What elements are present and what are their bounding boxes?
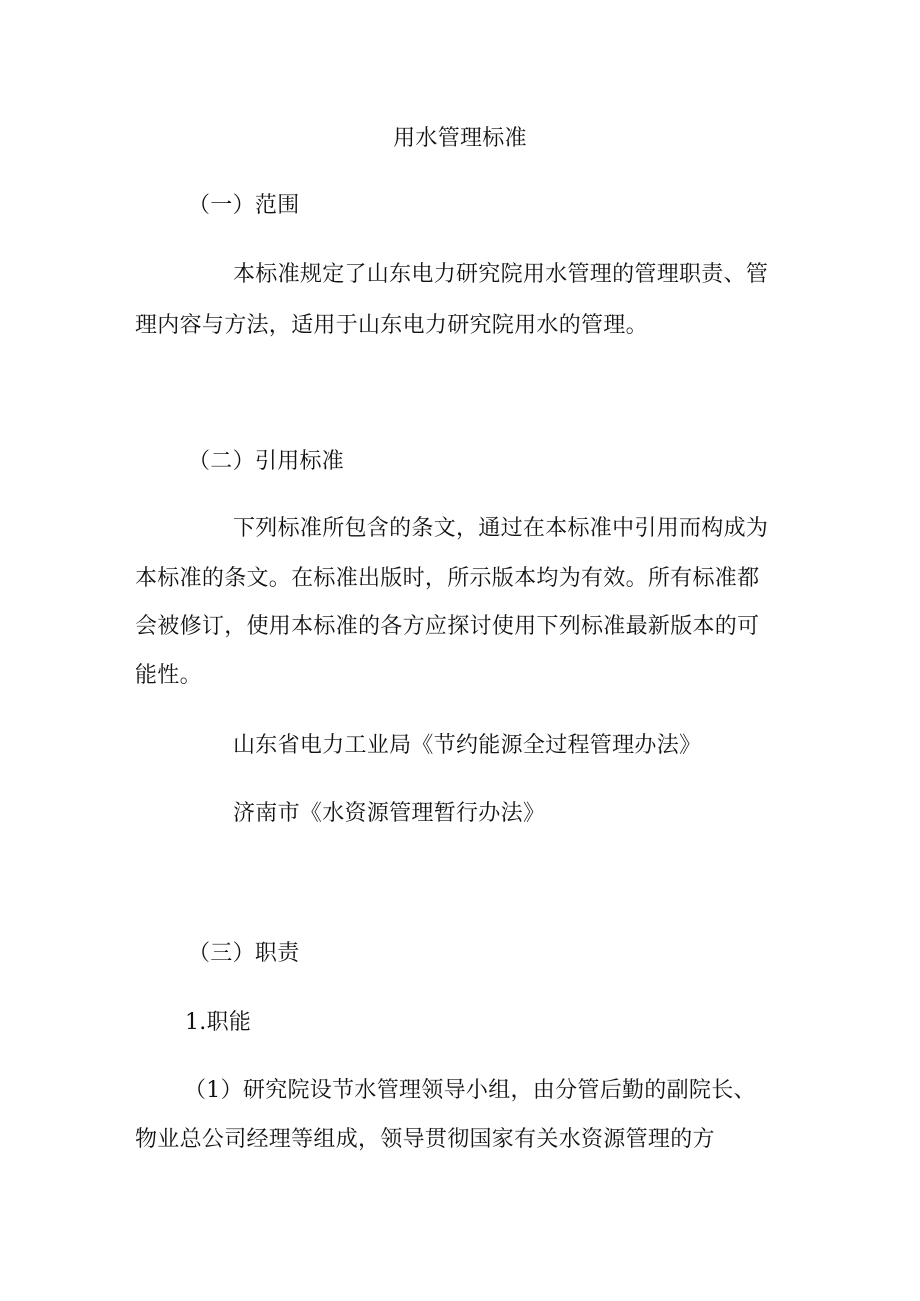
section-heading-scope: （一）范围 [188,193,300,218]
subsection-heading: 1.职能 [185,1010,252,1035]
paragraph-line: 本标准的条文。在标准出版时，所示版本均为有效。所有标准都 [135,566,760,591]
reference-item: 山东省电力工业局《节约能源全过程管理办法》 [233,733,702,758]
section-heading-references: （二）引用标准 [188,449,345,474]
section-heading-responsibilities: （三）职责 [188,941,300,966]
paragraph-line: 理内容与方法，适用于山东电力研究院用水的管理。 [135,313,648,338]
paragraph-line: 物业总公司经理等组成，领导贯彻国家有关水资源管理的方 [135,1127,715,1152]
reference-item: 济南市《水资源管理暂行办法》 [233,801,546,826]
paragraph-line: （1）研究院设节水管理领导小组，由分管后勤的副院长、 [184,1078,756,1103]
document-title: 用水管理标准 [393,126,527,151]
paragraph-line: 会被修订，使用本标准的各方应探讨使用下列标准最新版本的可 [135,614,760,639]
paragraph-line: 本标准规定了山东电力研究院用水管理的管理职责、管 [233,262,769,287]
paragraph-line: 能性。 [135,663,202,688]
paragraph-line: 下列标准所包含的条文，通过在本标准中引用而构成为 [233,516,769,541]
